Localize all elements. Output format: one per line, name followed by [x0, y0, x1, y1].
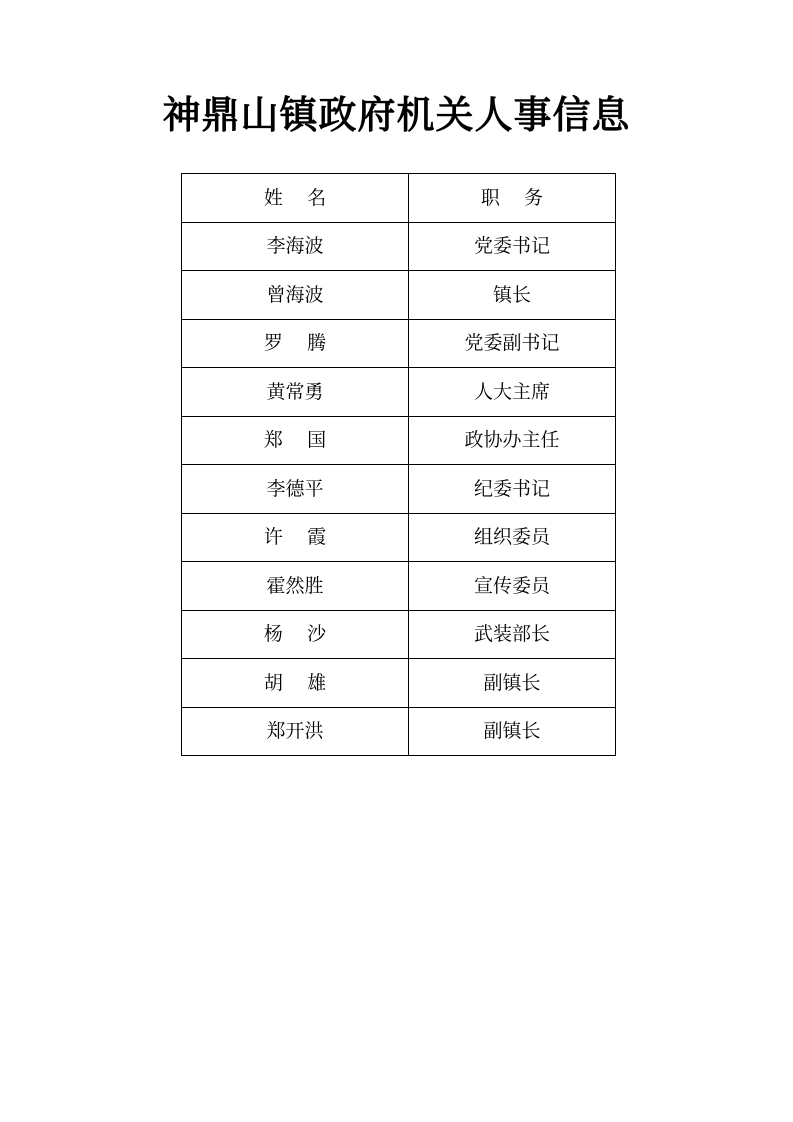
- cell-name: 曾海波: [182, 271, 409, 320]
- cell-name: 郑 国: [182, 416, 409, 465]
- cell-name: 罗 腾: [182, 319, 409, 368]
- header-name: 姓 名: [182, 174, 409, 223]
- table-row: [182, 513, 616, 562]
- table-body: [182, 222, 616, 756]
- cell-position: 副镇长: [409, 707, 616, 756]
- table-row: [182, 368, 616, 417]
- table-header: [182, 174, 616, 223]
- cell-position: 纪委书记: [409, 465, 616, 514]
- cell-name: 胡 雄: [182, 659, 409, 708]
- table-row: [182, 222, 616, 271]
- table-row: [182, 465, 616, 514]
- cell-position: 副镇长: [409, 659, 616, 708]
- table-row: [182, 271, 616, 320]
- cell-name: 李海波: [182, 222, 409, 271]
- cell-name: 杨 沙: [182, 610, 409, 659]
- cell-name: 李德平: [182, 465, 409, 514]
- table-row: [182, 659, 616, 708]
- personnel-table: [181, 173, 616, 756]
- cell-position: 政协办主任: [409, 416, 616, 465]
- cell-name: 霍然胜: [182, 562, 409, 611]
- table-row: [182, 610, 616, 659]
- cell-position: 镇长: [409, 271, 616, 320]
- table-row: [182, 319, 616, 368]
- cell-position: 组织委员: [409, 513, 616, 562]
- cell-position: 宣传委员: [409, 562, 616, 611]
- table-row: [182, 416, 616, 465]
- cell-position: 人大主席: [409, 368, 616, 417]
- cell-position: 党委书记: [409, 222, 616, 271]
- cell-position: 党委副书记: [409, 319, 616, 368]
- cell-name: 郑开洪: [182, 707, 409, 756]
- header-position: 职 务: [409, 174, 616, 223]
- cell-position: 武装部长: [409, 610, 616, 659]
- page-title: 神鼎山镇政府机关人事信息: [162, 93, 631, 137]
- cell-name: 黄常勇: [182, 368, 409, 417]
- table-row: [182, 562, 616, 611]
- cell-name: 许 霞: [182, 513, 409, 562]
- table-row: [182, 707, 616, 756]
- table-header-row: [182, 174, 616, 223]
